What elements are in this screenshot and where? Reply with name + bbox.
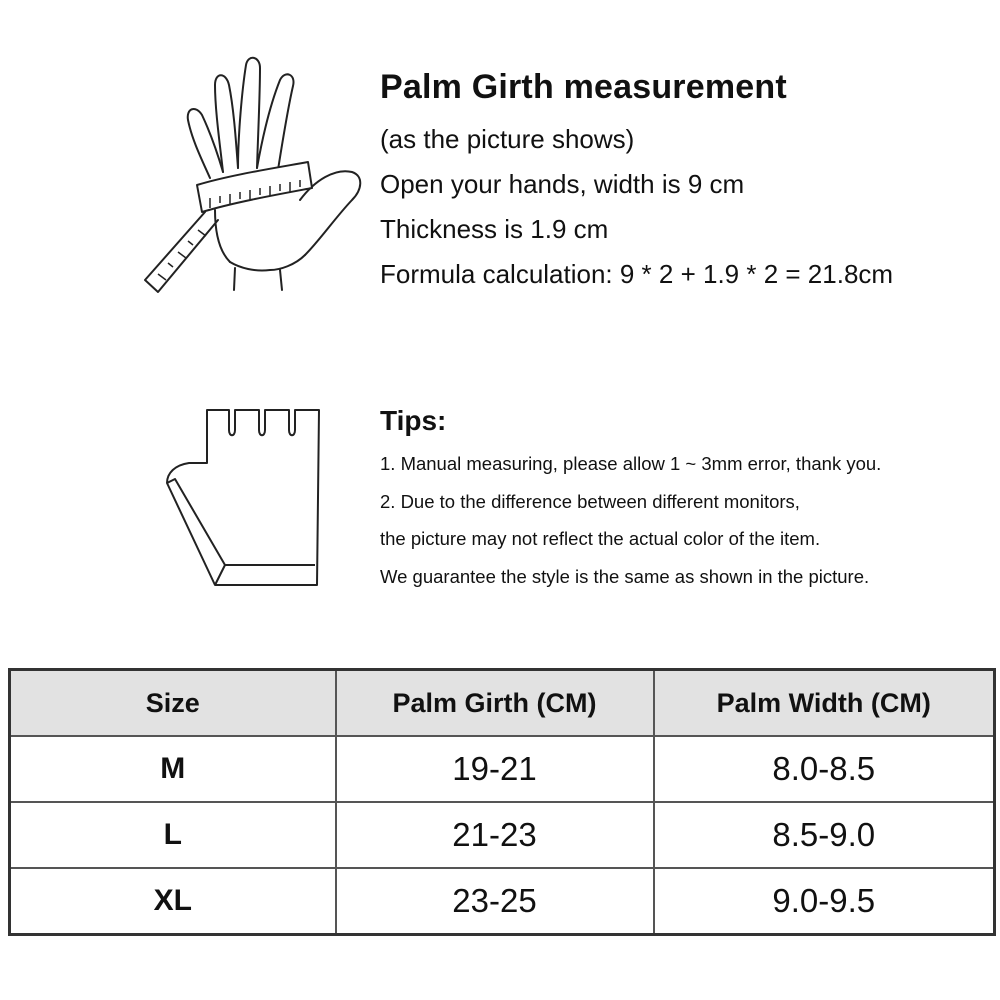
measurement-line: Thickness is 1.9 cm — [380, 214, 609, 244]
header-palm-girth: Palm Girth (CM) — [336, 670, 654, 737]
tip-line: the picture may not reflect the actual color of the item. — [380, 528, 821, 549]
measurement-line: Open your hands, width is 9 cm — [380, 169, 745, 199]
tip-line: 1. Manual measuring, please allow 1 ~ 3mm error, thank you. — [380, 453, 882, 474]
size-chart-table — [8, 668, 996, 936]
table-row — [10, 868, 995, 935]
header-palm-width: Palm Width (CM) — [654, 670, 995, 737]
size-cell: M — [10, 736, 336, 802]
size-cell: XL — [10, 868, 336, 935]
table-header-row — [10, 670, 995, 737]
header-size: Size — [10, 670, 336, 737]
girth-cell: 23-25 — [336, 868, 654, 935]
table-row — [10, 802, 995, 868]
measurement-title: Palm Girth measurement — [380, 68, 787, 106]
measurement-instructions — [380, 68, 990, 297]
fingerless-glove-icon — [155, 395, 335, 595]
tip-line: We guarantee the style is the same as shown in the picture. — [380, 565, 870, 587]
table-row — [10, 736, 995, 802]
tip-line: 2. Due to the difference between different monitors, — [380, 490, 800, 512]
measurement-line: (as the picture shows) — [380, 124, 635, 154]
width-cell: 8.5-9.0 — [654, 802, 995, 868]
girth-cell: 21-23 — [336, 802, 654, 868]
measurement-line: Formula calculation: 9 * 2 + 1.9 * 2 = 21.8cm — [380, 259, 894, 289]
hand-measuring-tape-icon — [130, 50, 380, 300]
tips-section — [380, 405, 990, 595]
size-cell: L — [10, 802, 336, 868]
width-cell: 9.0-9.5 — [654, 868, 995, 935]
width-cell: 8.0-8.5 — [654, 736, 995, 802]
girth-cell: 19-21 — [336, 736, 654, 802]
tips-title: Tips: — [380, 405, 447, 436]
